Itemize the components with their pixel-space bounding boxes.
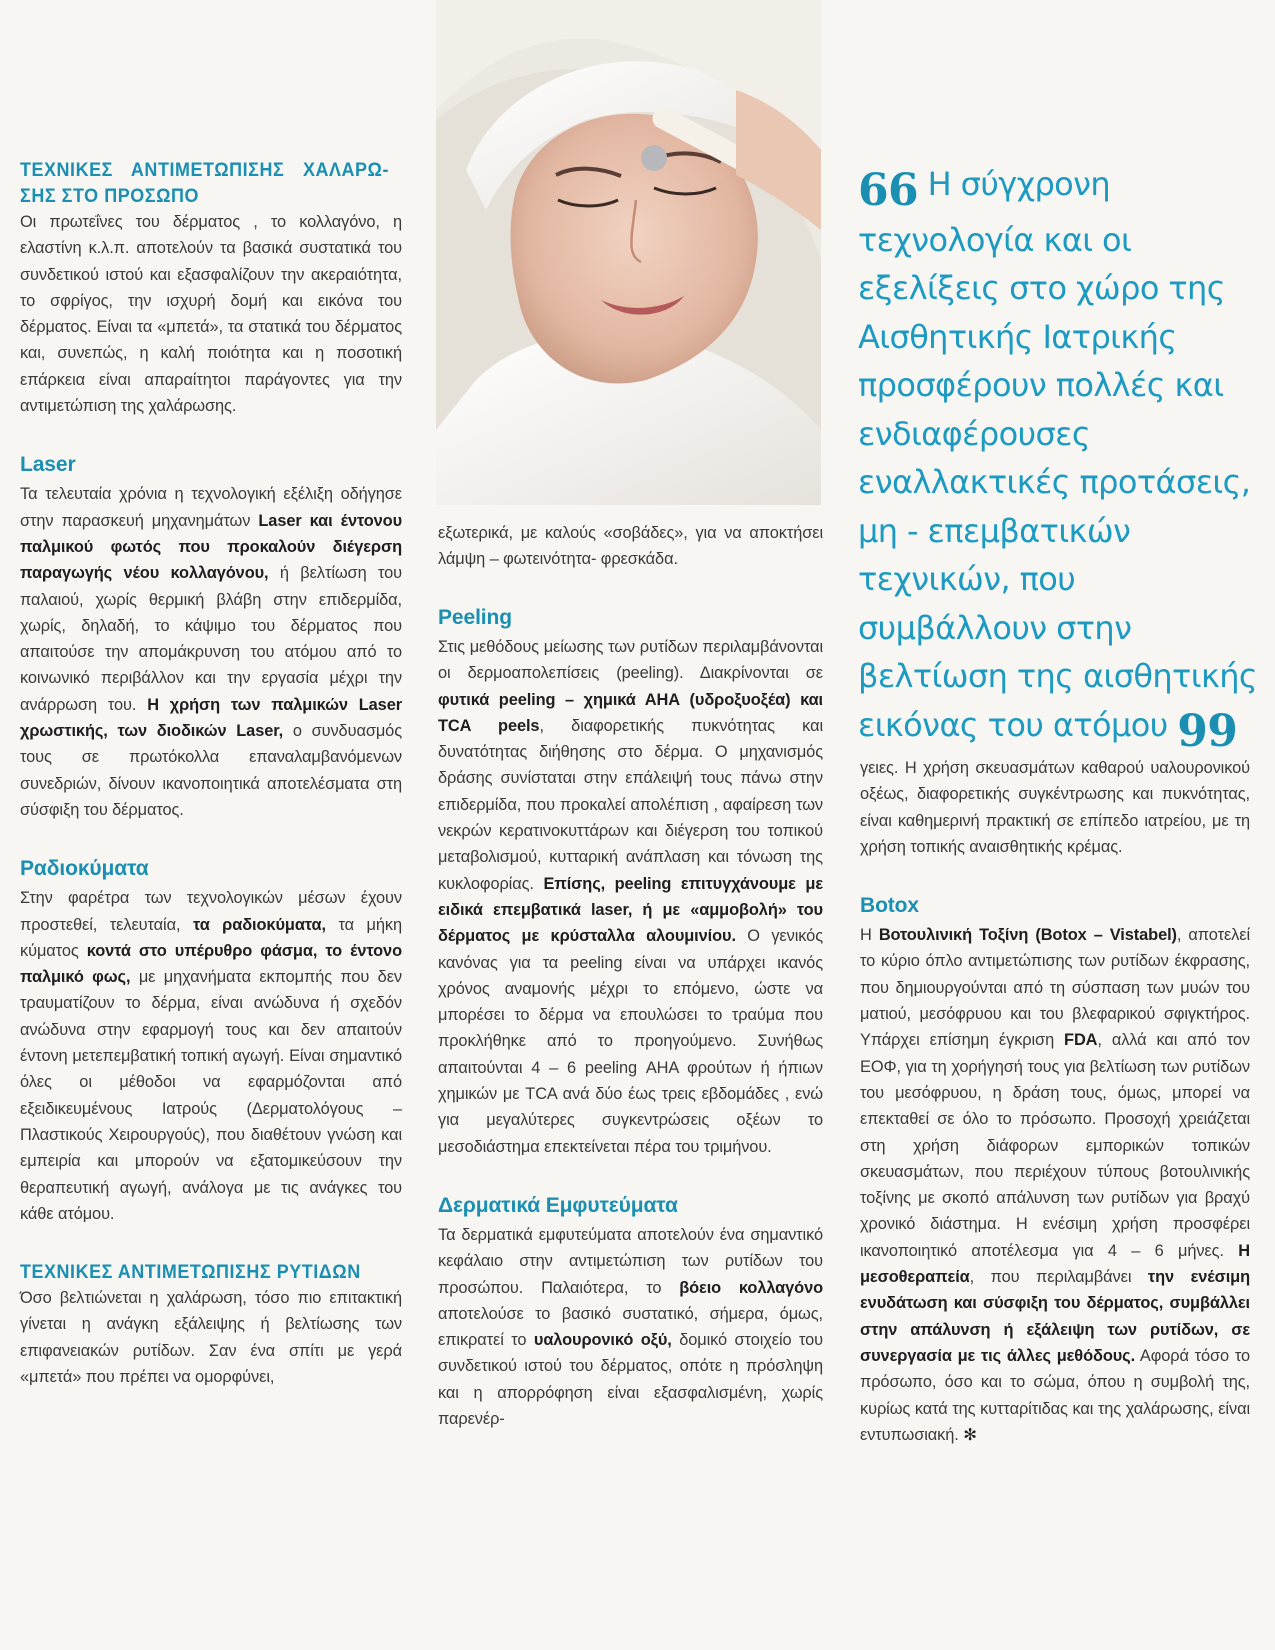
heading-botox: Botox [860, 894, 919, 918]
quote-text: Η σύγχρονη τεχνολογία και οι εξελίξεις στο χώρο της Αισθητικής Ιατρικής προσφέρουν πολλές και ενδιαφέρουσες εναλλακτικές προτάσεις, μη - επεμβατικών τεχνικών, που συμβάλλουν στην βελτίωση της αισθητικής εικόνας του ατόμου [858, 165, 1258, 744]
paragraph-fillers: Τα δερματικά εμφυτεύματα αποτελούν ένα σημαντικό κεφάλαιο στην αντιμετώπιση των ρυτίδων του προσώπου. Παλαιότερα, το βόειο κολλαγόνο αποτελούσε το βασικό συστατικό, σήμερα, όμως, επικρατεί το υαλουρονικό οξύ, δομικό στοιχείο του συνδετικού ιστού του δέρματος, οπότε η πρόσληψη και η απορρόφηση είναι εξασφαλισμένη, χωρίς παρενέρ- [438, 1225, 824, 1429]
heading-peeling: Peeling [438, 606, 512, 629]
column-3 [860, 755, 1250, 1448]
open-quote-mark: 66 [858, 165, 919, 216]
heading-fillers: Δερματικά Εμφυτεύματα [438, 1193, 678, 1217]
paragraph-intro: Οι πρωτεΐνες του δέρματος , το κολλαγόνο, η ελαστίνη κ.λ.π. αποτελούν τα βασικά συστατικά του συνδετικού ιστού και εξασφαλίζουν την ακεραιότητα, το σφρίγος, την ισχυρή δομή και εικόνα του δέρματος. Είναι τα «μπετά», τα στατικά του δέρματος και, συνεπώς, η καλή ποιότητα και η ποσοτική επάρκεια είναι απαραίτητοι παράγοντες για την αντιμετώπιση της χαλάρωσης. [20, 213, 402, 416]
column-2 [438, 604, 823, 1432]
pull-quote [858, 160, 1263, 756]
column-2-top [438, 520, 823, 573]
heading-radiowaves: Ραδιοκύματα [20, 857, 149, 881]
paragraph-radiowaves: Στην φαρέτρα των τεχνολογικών μέσων έχουν προστεθεί, τελευταία, τα ραδιοκύματα, τα μήκη κύματος κοντά στο υπέρυθρο φάσμα, το έντονο παλμικό φως, με μηχανήματα εκπομπής που δεν τραυματίζουν το δέρμα, είναι ανώδυνα ή σχεδόν ανώδυνα στην εφαρμογή τους και δεν απαιτούν έντονη μετεπεμβατική τοπική αγωγή. Είναι σημαντικό όλες οι μέθοδοι να εφαρμόζονται από εξειδικευμένους Ιατρούς (Δερματολόγους – Πλαστικούς Χειρουργούς), που διαθέτουν γνώση και εμπειρία και μπορούν να εξατομικεύσουν την θεραπευτική αγωγή, ανάλογα με τις ανάγκες του κάθε ατόμου. [20, 889, 403, 1223]
paragraph-botox: Η Βοτουλινική Τοξίνη (Botox – Vistabel), αποτελεί το κύριο όπλο αντιμετώπισης των ρυτίδων έκφρασης, που δημιουργούνται από τη σύσπαση των μυών του ματιού, μεσόφρυου και του βλεφαρικού σφιγκτήρος. Υπάρχει επίσημη έγκριση FDA, αλλά και από τον ΕΟΦ, για τη χορήγησή τους για βελτίωση των ρυτίδων του μεσόφρυου, η δράση τους, όμως, μπορεί να επεκταθεί σε όλο το πρόσωπο. Προσοχή χρειάζεται στη χρήση διάφορων εμπορικών τοπικών σκευασμάτων, που περιέχουν τύπους βοτουλινικής τοξίνης με σκοπό απάλυνση των ρυτίδων για βραχύ χρονικό διάστημα. Η ενέσιμη χρήση προσφέρει ικανοποιητικό αποτέλεσμα για 4 – 6 μήνες. Η μεσοθεραπεία, που περιλαμβάνει την ενέσιμη ενυδάτωση και σύσφιξη του δέρματος, συμβάλλει στην απάλυνση ή εξάλειψη των ρυτίδων, σε συνεργασία με τις άλλες μεθόδους. Αφορά τόσο το πρόσωπο, όσο και το σώμα, όπου η συμβολή της, κυρίως κατά της κυτταρίτιδας και της χαλάρωσης, είναι εντυπωσιακή. ✻ [860, 926, 1250, 1444]
face-treatment-photo [436, 0, 821, 505]
paragraph-wrinkles: Όσο βελτιώνεται η χαλάρωση, τόσο πιο επιτακτική γίνεται η ανάγκη εξάλειψης ή βελτίωσης των επιφανειακών ρυτίδων. Σαν ένα σπίτι με γερά «μπετά» που πρέπει να ομορφύνει, [20, 1289, 402, 1386]
heading-wrinkle-techniques: ΤΕΧΝΙΚΕΣ ΑΝΤΙΜΕΤΩΠΙΣΗΣ ΡΥΤΙΔΩΝ [20, 1261, 361, 1284]
paragraph-peeling: Στις μεθόδους μείωσης των ρυτίδων περιλαμβάνονται οι δερμοαπολεπίσεις (peeling). Διακρίνονται σε φυτικά peeling – χημικά ΑΗΑ (υδροξυοξέα) και TCA peels, διαφορετικής πυκνότητας και δυνατότητας διήθησης στο δέρμα. Ο μηχανισμός δράσης συνίσταται στην επάλειψή τους πάνω στην επιδερμίδα, που προκαλεί απολέπιση , αφαίρεση των νεκρών κερατινοκυττάρων και διέγερση του τοπικού μεταβολισμού, κυτταρική ανάπλαση και τόνωση της κυκλοφορίας. Επίσης, peeling επιτυγχάνουμε με ειδικά επεμβατικά laser, ή με «αμμοβολή» του δέρματος με κρύσταλλα αλουμινίου. Ο γενικός κανόνας για τα peeling είναι να υπάρχει ικανός χρόνος αναμονής μέχρι το επόμενο, ώστε να μπορέσει το δέρμα να επουλώσει το τραύμα που προκλήθηκε από το προηγούμενο. Συνήθως απαιτούνται 4 – 6 peeling ΑΗΑ φρούτων ή ήπιων χημικών με TCA ανά δύο έως τρεις εβδομάδες , ενώ για μεγαλύτερες συγκεντρώσεις οξέων το μεσοδιάστημα επεκτείνεται πέρα του τριμήνου. [438, 638, 824, 1156]
end-mark-icon: ✻ [963, 1425, 977, 1444]
column-1 [20, 157, 402, 1390]
heading-laser: Laser [20, 453, 76, 477]
paragraph-fillers-cont: γειες. Η χρήση σκευασμάτων καθαρού υαλουρονικού οξέως, διαφορετικής συγκέντρωσης και πυκνότητας, είναι καθημερινή πρακτική σε επίπεδο ιατρείου, με τη χρήση τοπικής αναισθητικής κρέμας. [860, 759, 1250, 856]
paragraph-laser: Τα τελευταία χρόνια η τεχνολογική εξέλιξη οδήγησε στην παρασκευή μηχανημάτων Laser και έντονου παλμικού φωτός που προκαλούν διέγερση παραγωγής νέου κολλαγόνου, ή βελτίωση του παλαιού, χωρίς θερμική βλάβη στην επιδερμίδα, χωρίς, δηλαδή, το κάψιμο του δέρματος που απαιτούσε την απομάκρυνση του ατόμου από το κοινωνικό περιβάλλον και την εργασία μέχρι την ανάρρωση του. Η χρήση των παλμικών Laser χρωστικής, των διοδικών Laser, ο συνδυασμός τους σε πρωτόκολλα επαναλαμβανόμενων συνεδριών, δίνουν ικανοποιητικά αποτελέσματα στη σύσφιξη του δέρματος. [20, 485, 403, 819]
heading-sagging-techniques: ΤΕΧΝΙΚΕΣ ΑΝΤΙΜΕΤΩΠΙΣΗΣ ΧΑΛΑΡΩ-ΣΗΣ ΣΤΟ ΠΡΟΣΩΠΟ [20, 159, 390, 207]
close-quote-mark: 99 [1177, 705, 1238, 757]
paragraph-continuation: εξωτερικά, με καλούς «σοβάδες», για να αποκτήσει λάμψη – φωτεινότητα- φρεσκάδα. [438, 524, 823, 569]
